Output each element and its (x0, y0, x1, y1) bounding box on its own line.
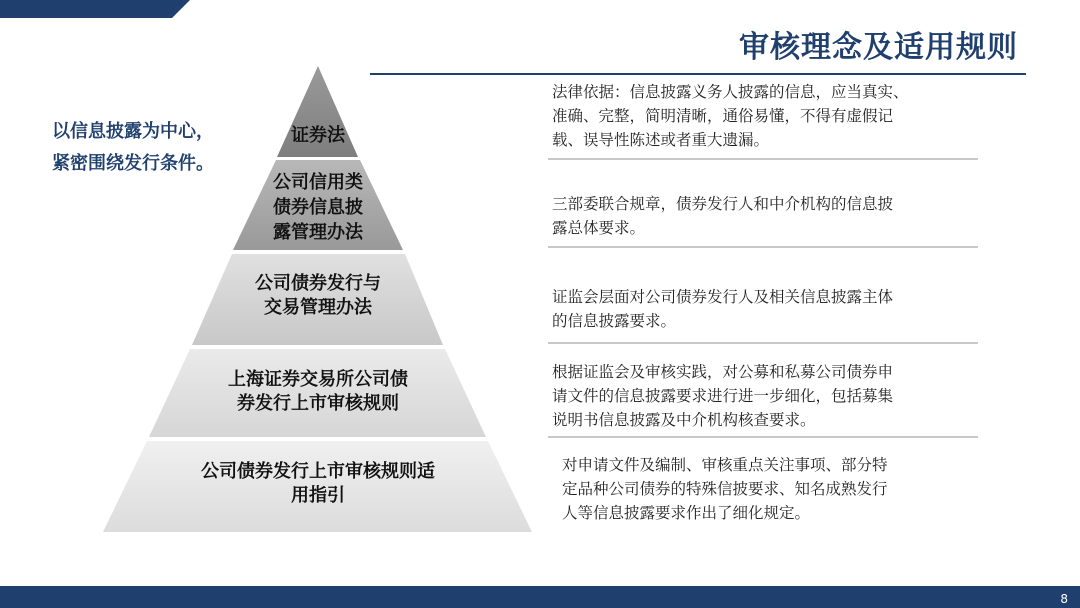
tier-1-line-1: 证券法 (291, 125, 345, 146)
tagline-line-1: 以信息披露为中心， (52, 121, 214, 142)
description-2-line-1: 三部委联合规章，债券发行人和中介机构的信息披 (552, 195, 894, 213)
tier-3-line-1: 公司债券发行与 (255, 273, 381, 294)
description-4-line-1: 根据证监会及审核实践，对公募和私募公司债券申 (552, 363, 894, 381)
page-number: 8 (1060, 592, 1068, 606)
tier-label-5 (158, 460, 478, 508)
description-4-line-2: 请文件的信息披露要求进行进一步细化，包括募集 (552, 387, 894, 405)
description-3-line-2: 的信息披露要求。 (552, 312, 677, 330)
tier-2-line-2: 债券信息披 (273, 197, 363, 218)
description-5-line-1: 对申请文件及编制、审核重点关注事项、部分特 (562, 456, 888, 474)
tier-2-line-3: 露管理办法 (273, 222, 363, 243)
slide-title: 审核理念及适用规则 (739, 30, 1018, 65)
footer-bar (0, 586, 1080, 608)
tier-label-4 (188, 368, 448, 416)
tier-4-line-1: 上海证券交易所公司债 (228, 369, 408, 390)
description-5 (562, 453, 992, 525)
separator-4 (548, 436, 978, 438)
description-3-line-1: 证监会层面对公司债券发行人及相关信息披露主体 (552, 288, 894, 306)
description-2 (552, 192, 982, 240)
tier-2-line-1: 公司信用类 (273, 172, 363, 193)
description-5-line-3: 人等信息披露要求作出了细化规定。 (562, 504, 811, 522)
tier-label-3 (218, 272, 418, 320)
description-1-line-1: 法律依据：信息披露义务人披露的信息，应当真实、 (552, 83, 909, 101)
tier-5-line-1: 公司债券发行上市审核规则适 (201, 461, 435, 482)
tier-label-1 (268, 124, 368, 148)
separator-3 (548, 342, 978, 344)
description-1-line-2: 准确、完整，简明清晰，通俗易懂，不得有虚假记 (552, 107, 894, 125)
separator-1 (548, 158, 978, 160)
description-3 (552, 285, 982, 333)
description-2-line-2: 露总体要求。 (552, 219, 646, 237)
tier-3-line-2: 交易管理办法 (264, 297, 372, 318)
description-5-line-2: 定品种公司债券的特殊信披要求、知名成熟发行 (562, 480, 888, 498)
tier-5-line-2: 用指引 (291, 485, 345, 506)
tier-label-2 (248, 170, 388, 245)
tagline-line-2: 紧密围绕发行条件。 (52, 153, 214, 174)
description-1 (552, 80, 982, 152)
description-4 (552, 360, 982, 432)
description-1-line-3: 载、误导性陈述或者重大遗漏。 (552, 131, 770, 149)
separator-2 (548, 246, 978, 248)
description-4-line-3: 说明书信息披露及中介机构核查要求。 (552, 411, 816, 429)
tier-4-line-2: 券发行上市审核规则 (237, 393, 399, 414)
